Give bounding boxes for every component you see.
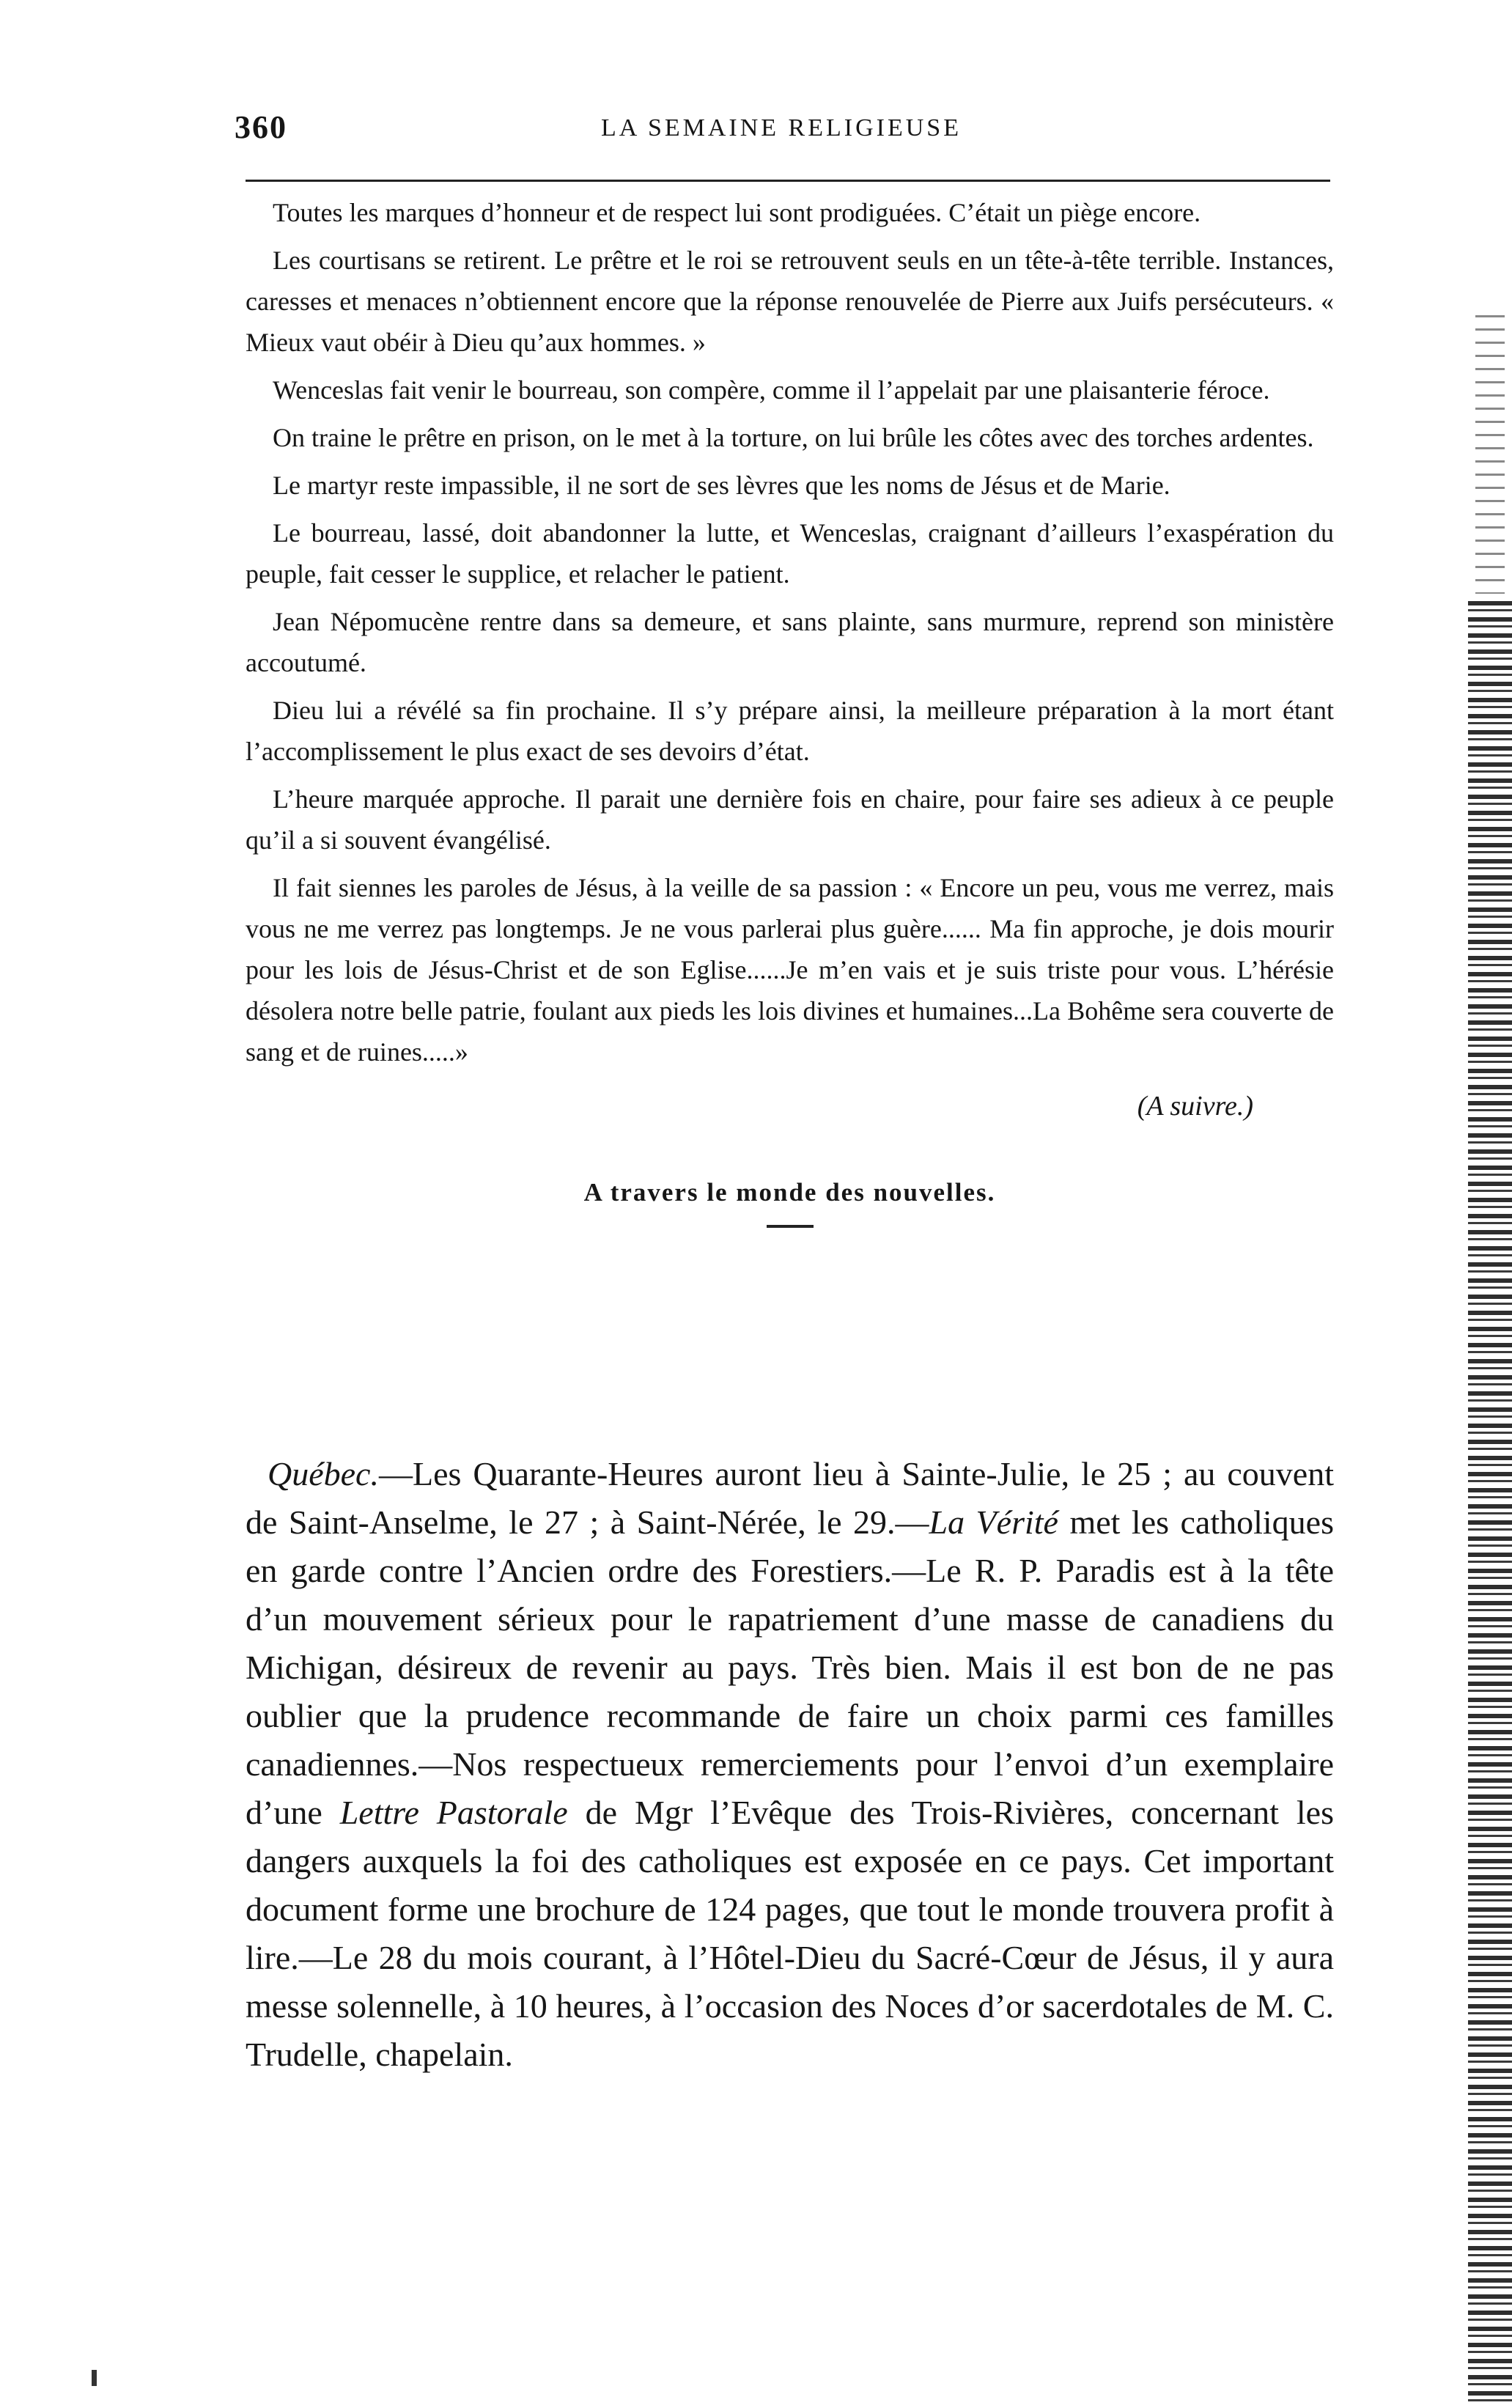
paragraph-5: Le martyr reste impassible, il ne sort de ses lèvres que les noms de Jésus et de Marie.: [273, 471, 1170, 500]
paragraph-7: Jean Népomucène rentre dans sa demeure, et sans plainte, sans murmure, reprend son ministère accoutumé.: [246, 607, 1334, 677]
news-place: Québec.: [268, 1455, 379, 1492]
news-letter-title: Lettre Pastorale: [339, 1794, 568, 1831]
news-journal-title: La Vérité: [929, 1503, 1058, 1541]
paragraph-4: On traine le prêtre en prison, on le met à la torture, on lui brûle les côtes avec des torches ardentes.: [273, 423, 1314, 452]
paragraph-3: Wenceslas fait venir le bourreau, son compère, comme il l’appelait par une plaisanterie féroce.: [273, 375, 1270, 405]
continued-notice: (A suivre.): [1137, 1091, 1253, 1122]
paragraph-2: Les courtisans se retirent. Le prêtre et le roi se retrouvent seuls en un tête-à-tête terrible. Instances, caresses et menaces n’obtiennent encore que la réponse renouvelée de Pierre aux Juifs persécuteurs. « Mieux vaut obéir à Dieu qu’aux hommes. »: [246, 246, 1334, 357]
page-number: 360: [235, 109, 287, 145]
article-continuation: [246, 192, 1334, 1228]
page-edge-shadow-top: [1475, 315, 1505, 594]
running-title: LA SEMAINE RELIGIEUSE: [601, 114, 962, 141]
running-head: [235, 108, 1319, 152]
margin-mark: [92, 2370, 97, 2386]
news-paragraph: [246, 1450, 1334, 2079]
paragraph-6: Le bourreau, lassé, doit abandonner la lutte, et Wenceslas, craignant d’ailleurs l’exaspération du peuple, fait cesser le supplice, et relacher le patient.: [246, 518, 1334, 589]
news-text-1: —Les Quarante-Heures auront lieu à Sainte-Julie, le 25 ; au couvent de Saint-Anselme, le 27 ; à Saint-Nérée, le 29.—: [246, 1455, 1334, 1541]
paragraph-1: Toutes les marques d’honneur et de respect lui sont prodiguées. C’était un piège encore.: [273, 198, 1201, 227]
section-heading: A travers le monde des nouvelles.: [583, 1178, 996, 1207]
paragraph-9: L’heure marquée approche. Il parait une dernière fois en chaire, pour faire ses adieux à ce peuple qu’il a si souvent évangélisé.: [246, 784, 1334, 855]
news-text-3: de Mgr l’Evêque des Trois-Rivières, concernant les dangers auxquels la foi des catholiques est exposée en ce pays. Cet important document forme une brochure de 124 pages, que tout le monde trouvera profit à lire.—Le 28 du mois courant, à l’Hôtel-Dieu du Sacré-Cœur de Jésus, il y aura messe solennelle, à 10 heures, à l’occasion des Noces d’or sacerdotales de M. C. Trudelle, chapelain.: [246, 1794, 1334, 2073]
news-column: [246, 1450, 1334, 2079]
header-rule: [246, 180, 1330, 182]
page-edge-shadow: [1468, 601, 1512, 2404]
paragraph-10: Il fait siennes les paroles de Jésus, à la veille de sa passion : « Encore un peu, vous me verrez, mais vous ne me verrez pas longtemps. Je ne vous parlerai plus guère...... Ma fin approche, je dois mourir pour les lois de Jésus-Christ et de son Eglise......Je m’en vais et je suis triste pour vous. L’hérésie désolera notre belle patrie, foulant aux pieds les lois divines et humaines...La Bohême sera couverte de sang et de ruines.....»: [246, 873, 1334, 1067]
paragraph-8: Dieu lui a révélé sa fin prochaine. Il s’y prépare ainsi, la meilleure préparation à la mort étant l’accomplissement le plus exact de ses devoirs d’état.: [246, 696, 1334, 766]
heading-dash: [767, 1225, 814, 1228]
news-text-2: met les catholiques en garde contre l’Ancien ordre des Forestiers.—Le R. P. Paradis est à la tête d’un mouvement sérieux pour le rapatriement d’une masse de canadiens du Michigan, désireux de revenir au pays. Très bien. Mais il est bon de ne pas oublier que la prudence recommande de faire un choix parmi ces familles canadiennes.—Nos respectueux remerciements pour l’envoi d’un exemplaire d’une: [246, 1503, 1334, 1831]
